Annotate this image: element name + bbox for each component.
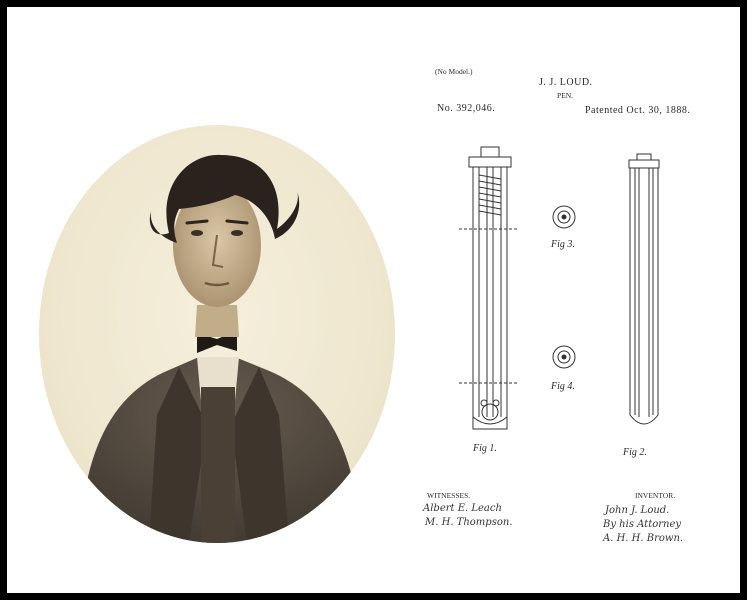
patent-number: No. 392,046. xyxy=(437,103,496,114)
figure-1-label: Fig 1. xyxy=(473,443,497,454)
neck xyxy=(195,305,239,337)
figure-3-ball-socket xyxy=(553,206,575,228)
patent-date: Patented Oct. 30, 1888. xyxy=(585,105,691,116)
eyebrow-right xyxy=(227,221,247,223)
eye-right xyxy=(231,230,243,236)
inventor-name-heading: J. J. LOUD. xyxy=(539,77,593,88)
figure-4-label: Fig 4. xyxy=(551,381,575,392)
figure-2-label: Fig 2. xyxy=(623,447,647,458)
witnesses-label: WITNESSES. xyxy=(427,491,471,500)
witness-2-signature: M. H. Thompson. xyxy=(425,517,513,528)
attorney-by-line: By his Attorney xyxy=(603,519,682,530)
figure-4-ball-socket xyxy=(553,346,575,368)
witness-1-signature: Albert E. Leach xyxy=(423,503,502,514)
inventor-portrait-photo xyxy=(39,125,395,543)
patent-drawing xyxy=(407,7,740,593)
eye-left xyxy=(191,230,203,236)
figure-3-label: Fig 3. xyxy=(551,239,575,250)
figure-2-pen-exterior xyxy=(629,154,659,424)
model-note: (No Model.) xyxy=(435,67,473,76)
inventor-label: INVENTOR. xyxy=(635,491,676,500)
patent-subject: PEN. xyxy=(557,91,574,100)
vest xyxy=(201,387,235,543)
attorney-signature: A. H. H. Brown. xyxy=(603,533,684,544)
figure-1-pen-section xyxy=(459,147,519,429)
eyebrow-left xyxy=(187,221,207,223)
image-frame xyxy=(7,7,740,593)
inventor-signature: John J. Loud. xyxy=(605,505,670,516)
portrait-drawing xyxy=(39,125,395,543)
